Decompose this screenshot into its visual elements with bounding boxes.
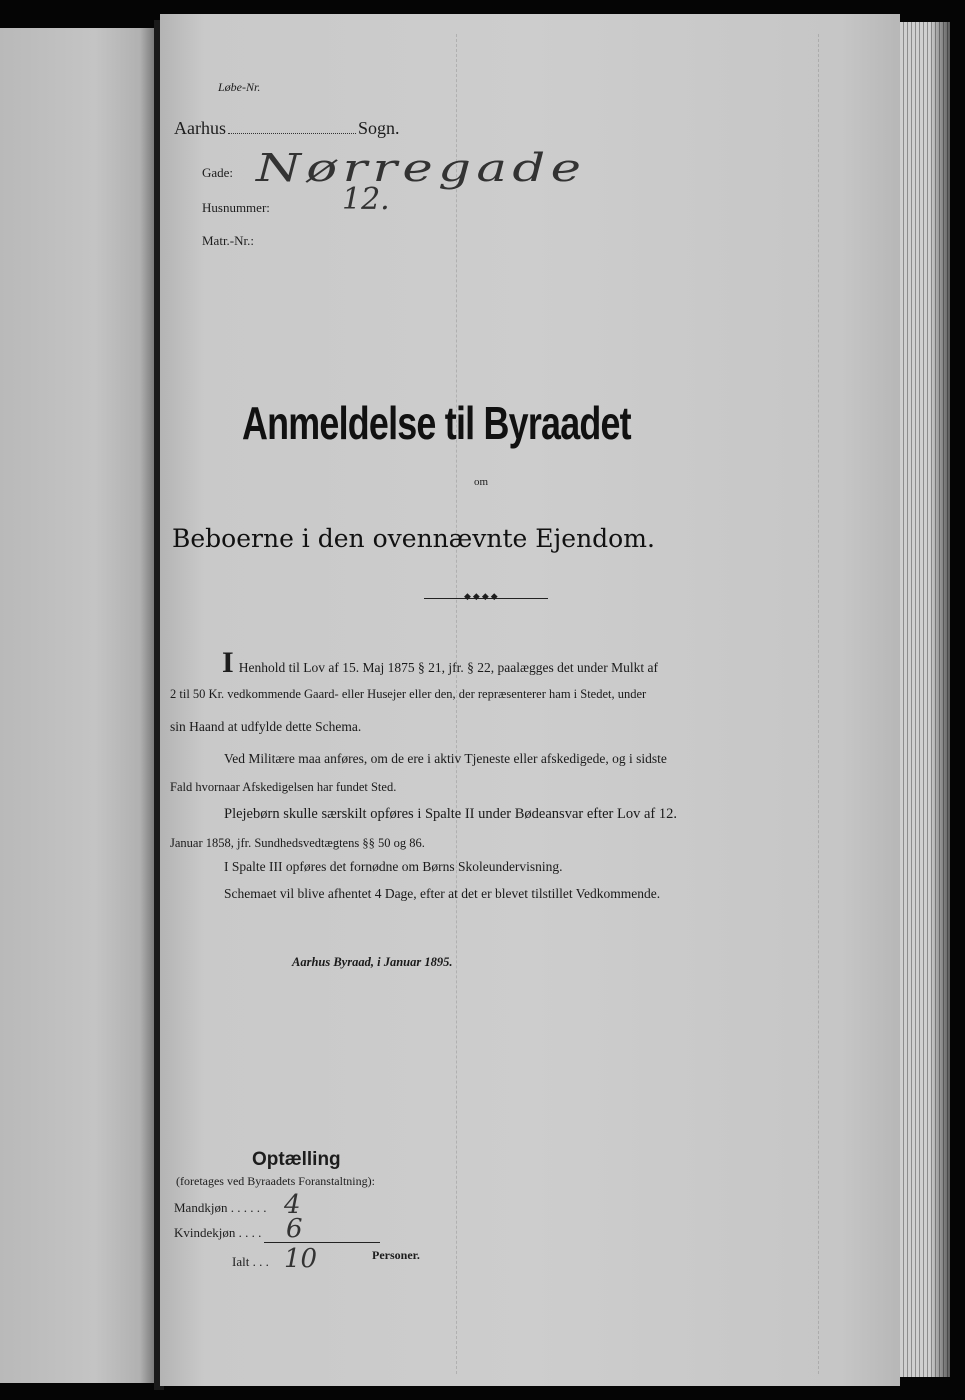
drop-cap: I [222, 646, 234, 679]
paragraph-3-line-2: Januar 1858, jfr. Sundhedsvedtægtens §§ 50 og 86. [170, 836, 425, 850]
female-row: Kvindekjøn . . . . [174, 1225, 262, 1240]
signature-line: Aarhus Byraad, i Januar 1895. [292, 955, 453, 969]
male-label: Mandkjøn [174, 1200, 228, 1215]
parish-suffix: Sogn. [358, 118, 400, 138]
count-title: Optælling [252, 1149, 341, 1170]
paragraph-1-line-2: 2 til 50 Kr. vedkommende Gaard- eller Husejer eller den, der repræsenterer ham i Stedet, under [170, 687, 647, 701]
lobe-nr-label: Løbe-Nr. [218, 80, 261, 94]
parish-field [174, 118, 400, 139]
paragraph-1-line-1: I Henhold til Lov af 15. Maj 1875 § 21, jfr. § 22, paalægges det under Mulkt af [222, 646, 658, 679]
street-label: Gade: [202, 165, 234, 180]
document-subtitle: Beboerne i den ovennævnte Ejendom. [172, 524, 655, 553]
street-value-handwritten: Nørregade [256, 146, 587, 190]
page-edges [900, 22, 950, 1377]
female-label: Kvindekjøn [174, 1225, 236, 1240]
left-page [0, 28, 158, 1383]
document-page [160, 14, 900, 1386]
male-value-handwritten: 4 [284, 1190, 301, 1220]
paragraph-2-line-1: Ved Militære maa anføres, om de ere i aktiv Tjeneste eller afskedigede, og i sidste [224, 751, 667, 766]
total-label: Ialt [232, 1254, 250, 1269]
paragraph-2-line-2: Fald hvornaar Afskedigelsen har fundet Sted. [170, 780, 397, 794]
paragraph-3-line-1: Plejebørn skulle særskilt opføres i Spalte II under Bødeansvar efter Lov af 12. [224, 806, 678, 822]
paragraph-1-line-3: sin Haand at udfylde dette Schema. [170, 719, 362, 734]
female-value-handwritten: 6 [286, 1214, 303, 1244]
bleed-through-line [818, 34, 819, 1374]
count-note: (foretages ved Byraadets Foranstaltning): [176, 1174, 375, 1188]
paragraph-5-line-1: Schemaet vil blive afhentet 4 Dage, efter at det er blevet tilstillet Vedkommende. [224, 886, 661, 901]
paragraph-4-line-1: I Spalte III opføres det fornødne om Børns Skoleundervisning. [224, 859, 563, 874]
parish-name: Aarhus [174, 118, 226, 138]
house-number-value-handwritten: 12. [342, 182, 390, 217]
parish-dotted-line [228, 133, 356, 134]
matr-nr-label: Matr.-Nr.: [202, 233, 254, 248]
sum-rule [264, 1242, 380, 1243]
bleed-through-line [456, 34, 457, 1374]
document-title: Anmeldelse til Byraadet [242, 397, 631, 449]
total-value-handwritten: 10 [284, 1244, 318, 1274]
male-row: Mandkjøn . . . . . . [174, 1200, 267, 1215]
om-label: om [474, 476, 489, 488]
persons-label: Personer. [372, 1248, 420, 1262]
house-number-label: Husnummer: [202, 200, 270, 215]
total-row: Ialt . . . [232, 1254, 269, 1269]
ornament-diamonds: ◆◆◆◆ [464, 592, 500, 602]
